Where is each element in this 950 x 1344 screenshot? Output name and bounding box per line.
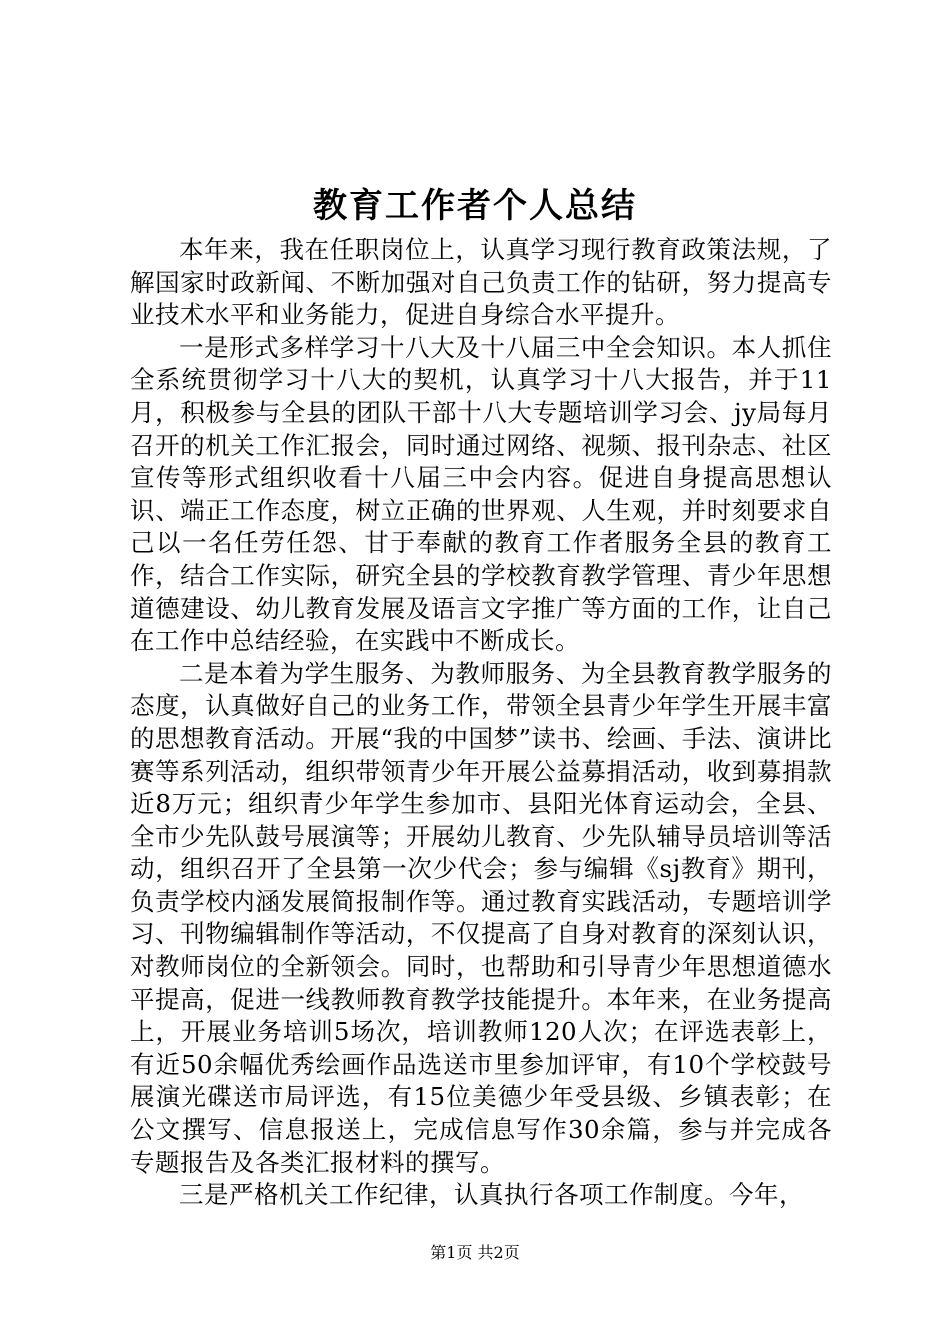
paragraph-discipline: 三是严格机关工作纪律，认真执行各项工作制度。今年， [179,1180,804,1210]
paragraph-service: 二是本着为学生服务、为教师服务、为全县教育教学服务的态度，认真做好自己的业务工作，带领全县青少年学生开展丰富的思想教育活动。开展“我的中国梦”读书、绘画、手法、演讲比赛等系列活动，组织带领青少年开展公益募捐活动，收到募捐款近8万元；组织青少年学生参加市、县阳光体育运动会，全县、全市少先队鼓号展演等；开展幼儿教育、少先队辅导员培训等活动，组织召开了全县第一次少代会；参与编辑《sj教育》期刊，负责学校内涵发展简报制作等。通过教育实践活动，专题培训学习、刊物编辑制作等活动，不仅提高了自身对教育的深刻认识，对教师岗位的全新领会。同时，也帮助和引导青少年思想道德水平提高，促进一线教师教育教学技能提升。本年来，在业务提高上，开展业务培训5场次，培训教师120人次；在评选表彰上，有近50余幅优秀绘画作品选送市里参加评审，有10个学校鼓号展演光碟送市局评选，有15位美德少年受县级、乡镇表彰；在公文撰写、信息报送上，完成信息写作30余篇，参与并完成各专题报告及各类汇报材料的撰写。 [130,658,832,1177]
paragraph-study: 一是形式多样学习十八大及十八届三中全会知识。本人抓住全系统贯彻学习十八大的契机，认真学习十八大报告，并于11月，积极参与全县的团队干部十八大专题培训学习会、jy局每月召开的机关工作汇报会，同时通过网络、视频、报刊杂志、社区宣传等形式组织收看十八届三中会内容。促进自身提高思想认识、端正工作态度，树立正确的世界观、人生观，并时刻要求自己以一名任劳任怨、甘于奉献的教育工作者服务全县的教育工作，结合工作实际，研究全县的学校教育教学管理、青少年思想道德建设、幼儿教育发展及语言文字推广等方面的工作，让自己在工作中总结经验，在实践中不断成长。 [130,332,832,656]
page-number-footer: 第1页 共2页 [430,1243,520,1262]
paragraph-intro: 本年来，我在任职岗位上，认真学习现行教育政策法规，了解国家时政新闻、不断加强对自己负责工作的钻研，努力提高专业技术水平和业务能力，促进自身综合水平提升。 [130,235,832,330]
document-body [130,234,832,1212]
document-title: 教育工作者个人总结 [313,186,637,226]
